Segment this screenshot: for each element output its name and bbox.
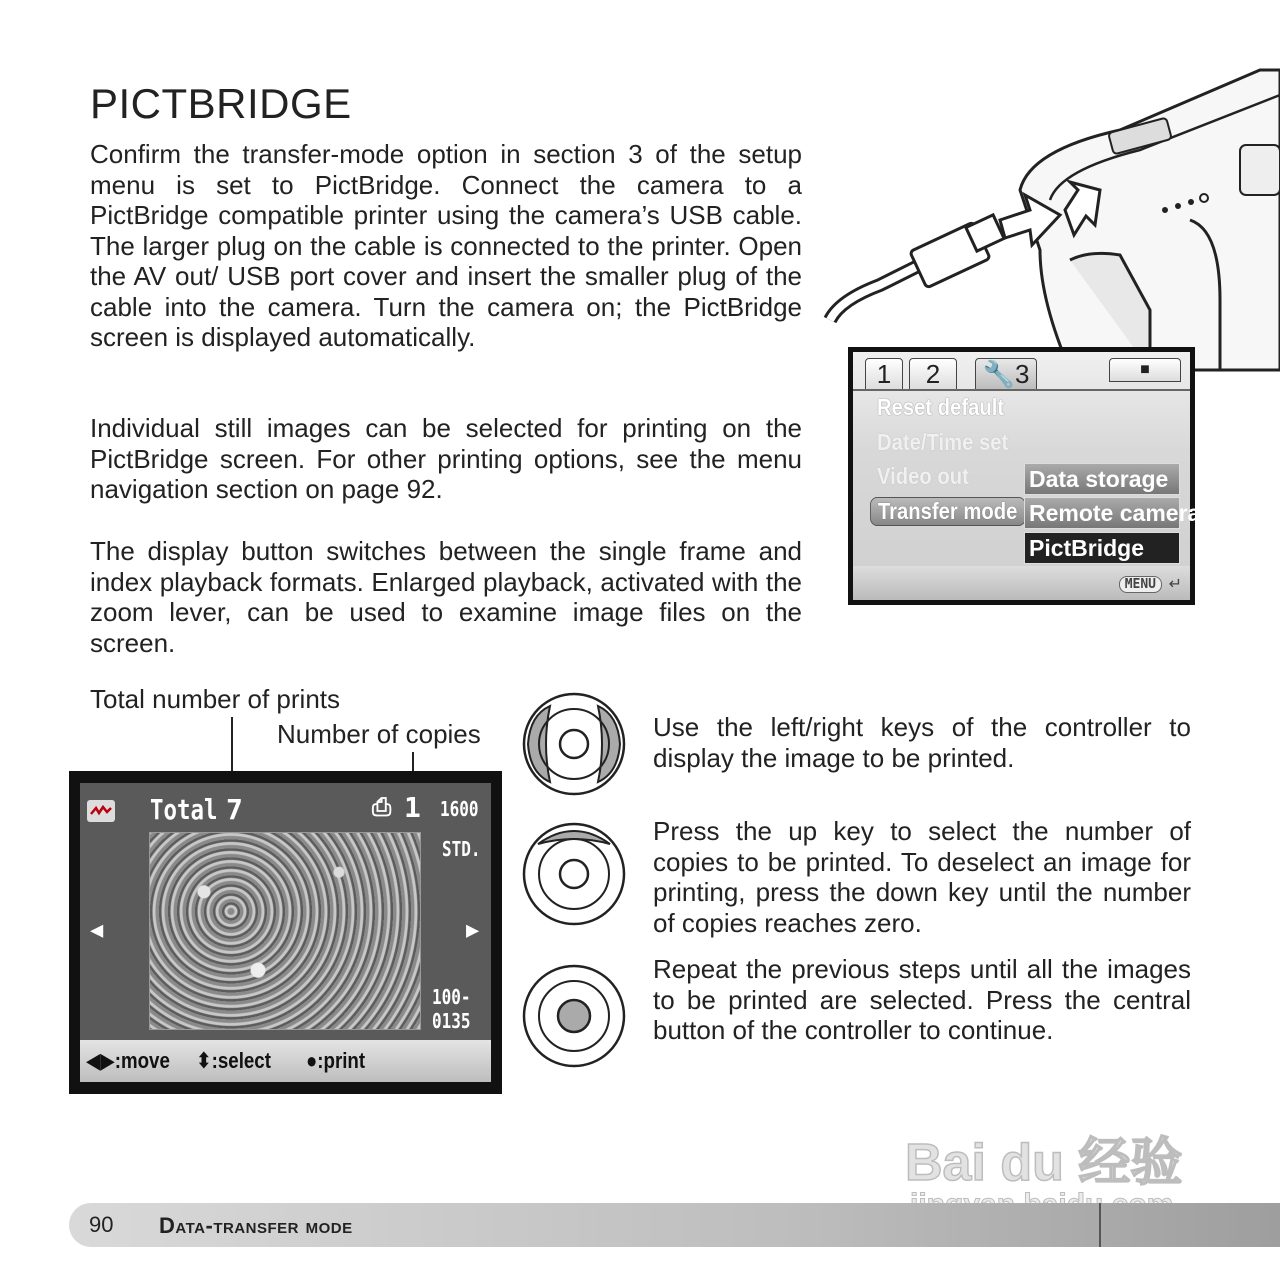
right-arrow-icon: ▶: [466, 918, 480, 943]
option-remote-camera: Remote camera: [1024, 497, 1180, 529]
playback-image: [149, 832, 421, 1030]
label-total-prints: Total number of prints: [90, 684, 341, 714]
paragraph-display: The display button switches between the single frame and index playback formats. Enlarged playback, activated with the zoom lever, can be used to examine image files on the screen.: [90, 536, 802, 658]
left-right-icon: ◀▶: [86, 1048, 115, 1073]
image-size: 1600: [440, 797, 479, 821]
controller-left-right-icon: [520, 690, 628, 798]
wrench-icon: 🔧: [982, 359, 1015, 389]
setup-menu-screen: [848, 347, 1201, 605]
footer-divider: [1099, 1203, 1101, 1247]
option-pictbridge: PictBridge: [1024, 532, 1180, 564]
page-number: 90: [89, 1212, 114, 1237]
playback-guide-bar: [80, 1040, 491, 1082]
pictbridge-screen: [69, 771, 502, 1094]
watermark-brand: Bai du 经验: [905, 1134, 1183, 1192]
paragraph-intro: Confirm the transfer-mode option in section 3 of the setup menu is set to PictBridge. Connect the camera to a PictBridge compatible printer using the camera’s USB cable. The larger plug on the cable is connected to the printer. Open the AV out/ USB port cover and insert the smaller plug of the cable into the camera. Turn the camera on; the PictBridge screen is displayed automatically.: [90, 139, 802, 352]
menu-item-transfer-mode: Transfer mode: [870, 497, 1025, 526]
pictbridge-icon: [87, 800, 115, 822]
menu-footer: [853, 566, 1190, 600]
tab-camera: [1109, 358, 1181, 382]
menu-item-reset-default: Reset default: [877, 394, 1005, 420]
label-number-of-copies: Number of copies: [277, 719, 481, 749]
page-footer: [69, 1203, 1280, 1247]
camera-illustration: [820, 70, 1280, 370]
menu-button-label: MENU: [1119, 576, 1162, 593]
controller-up-icon: [520, 820, 628, 928]
instruction-left-right: Use the left/right keys of the controller to display the image to be printed.: [653, 712, 1191, 773]
file-number: 0135: [432, 1009, 471, 1033]
instruction-central-button: Repeat the previous steps until all the images to be printed are selected. Press the central button of the controller to continue.: [653, 954, 1191, 1045]
total-label: Total: [150, 793, 218, 826]
option-data-storage: Data storage: [1024, 463, 1180, 495]
instruction-up-key: Press the up key to select the number of copies to be printed. To deselect an image for printing, press the down key until the number of copies reaches zero.: [653, 816, 1191, 938]
image-quality: STD.: [442, 837, 481, 861]
total-value: 7: [226, 793, 243, 826]
print-hint: ●:print: [306, 1048, 366, 1073]
controller-center-icon: [520, 962, 628, 1070]
menu-item-date-time-set: Date/Time set: [877, 429, 1009, 455]
select-hint: ⬍:select: [196, 1048, 271, 1073]
center-button-icon: ●: [306, 1048, 318, 1073]
up-down-icon: ⬍: [196, 1048, 212, 1073]
tab-1: 1: [865, 358, 903, 390]
copies-value: 1: [404, 791, 421, 824]
tab-2: 2: [909, 358, 957, 390]
baidu-watermark: [905, 1100, 1205, 1220]
paragraph-selection: Individual still images can be selected for printing on the PictBridge screen. For other printing options, see the menu navigation section on page 92.: [90, 413, 802, 504]
section-name: Data-transfer mode: [159, 1213, 353, 1238]
camera-icon: ■: [1140, 361, 1150, 378]
folder-number: 100-: [432, 985, 471, 1009]
menu-item-video-out: Video out: [877, 463, 969, 489]
page-title: PICTBRIDGE: [90, 80, 352, 127]
return-icon: ↵: [1168, 576, 1182, 593]
left-arrow-icon: ◀: [90, 918, 104, 943]
print-icon: ⎙: [372, 793, 392, 821]
tab-3: 🔧3: [975, 358, 1037, 390]
move-hint: ◀▶:move: [86, 1048, 170, 1073]
